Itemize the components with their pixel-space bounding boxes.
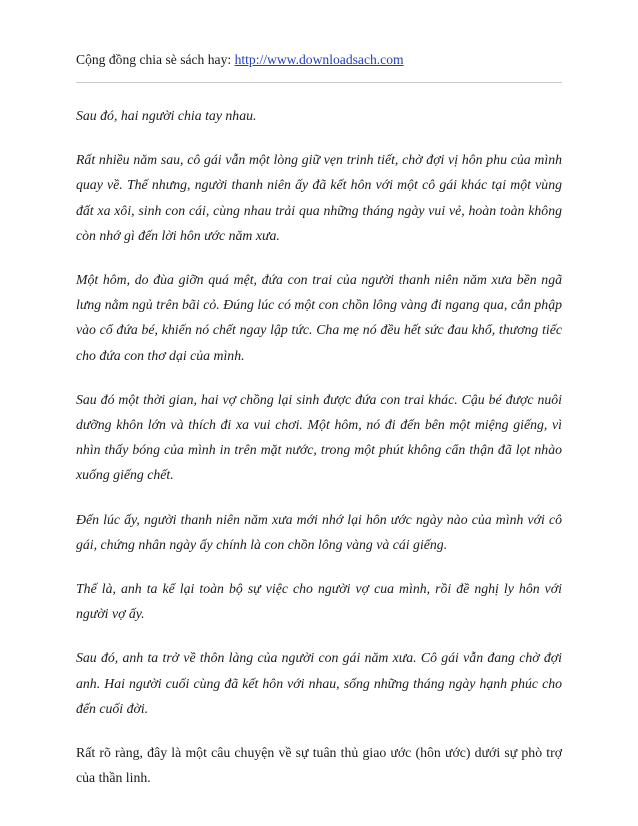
page-header <box>76 51 576 69</box>
header-divider <box>76 82 562 83</box>
paragraph-4: Sau đó một thời gian, hai vợ chồng lại sinh được đứa con trai khác. Cậu bé được nuôi dưỡng khôn lớn và thích đi xa vui chơi. Một hôm, nó đi đến bên một miệng giếng, vì nhìn thấy bóng của mình in trên mặt nước, trong một phút không cẩn thận đã lọt nhào xuống giếng chết. <box>76 391 562 483</box>
document-body <box>76 103 562 809</box>
header-link[interactable]: http://www.downloadsach.com <box>234 52 404 67</box>
paragraph-7: Sau đó, anh ta trở về thôn làng của người con gái năm xưa. Cô gái vẫn đang chờ đợi anh. Hai người cuối cùng đã kết hôn với nhau, sống những tháng ngày hạnh phúc cho đến cuối đời. <box>76 650 562 716</box>
paragraph-6: Thế là, anh ta kể lại toàn bộ sự việc cho người vợ cua mình, rồi đề nghị ly hôn với người vợ ấy. <box>76 581 562 622</box>
header-text: Cộng đồng chia sè sách hay: <box>76 52 235 67</box>
paragraph-2: Rất nhiều năm sau, cô gái vẫn một lòng giữ vẹn trinh tiết, chờ đợi vị hôn phu của mình quay về. Thế nhưng, người thanh niên ấy đã kết hôn với một cô gái khác tại một vùng đất xa xôi, sinh con cái, cùng nhau trải qua những tháng ngày vui vẻ, hoàn toàn không còn nhớ gì đến lời hôn ước năm xưa. <box>76 152 562 243</box>
paragraph-8: Rất rõ ràng, đây là một câu chuyện về sự tuân thủ giao ước (hôn ước) dưới sự phò trợ của thần linh. <box>76 745 562 786</box>
paragraph-3: Một hôm, do đùa giỡn quá mệt, đứa con trai của người thanh niên năm xưa bền ngã lưng nằm ngủ trên bãi cỏ. Đúng lúc có một con chồn lông vàng đi ngang qua, cắn phập vào cổ đứa bé, khiến nó chết ngay lập tức. Cha mẹ nó đều hết sức đau khổ, thương tiếc cho đứa con thơ dại của mình. <box>76 272 562 363</box>
paragraph-5: Đến lúc ấy, người thanh niên năm xưa mới nhớ lại hôn ước ngày nào của mình với cô gái, chứng nhân ngày ấy chính là con chồn lông vàng và cái giếng. <box>76 511 562 552</box>
paragraph-1: Sau đó, hai người chia tay nhau. <box>76 108 257 123</box>
